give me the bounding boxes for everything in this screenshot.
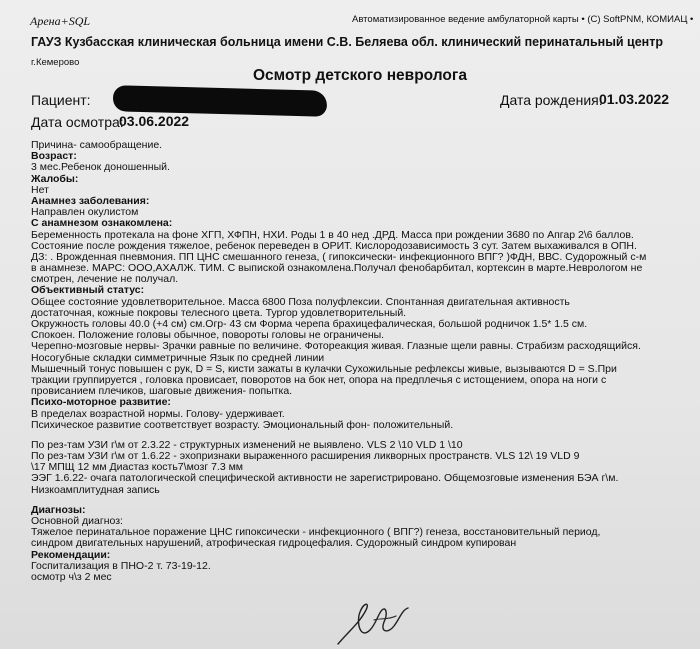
text-line: Мышечный тонус повышен с рук, D = S, кисти зажаты в кулачки Сухожильные рефлексы живые, вызываются D = S.При bbox=[31, 362, 617, 375]
page-title: Осмотр детского невролога bbox=[253, 67, 467, 84]
text-line: Носогубные складки симметричные Язык по средней линии bbox=[31, 351, 325, 364]
section-heading: Анамнез заболевания: bbox=[31, 194, 150, 207]
text-line: Госпитализация в ПНО-2 т. 73-19-12. bbox=[31, 559, 211, 572]
section-heading: С анамнезом ознакомлена: bbox=[31, 217, 173, 230]
text-line: Тяжелое перинатальное поражение ЦНС гипоксически - инфекционного ( ВПГ?) генеза, восстановительный период, bbox=[31, 526, 601, 539]
text-line: Нет bbox=[31, 183, 49, 196]
text-line: По рез-там УЗИ г\м от 2.3.22 - структурных изменений не выявлено. VLS 2 \10 VLD 1 \10 bbox=[31, 438, 463, 451]
text-line: Низкоамплитудная запись bbox=[31, 483, 160, 496]
section-heading: Жалобы: bbox=[31, 172, 79, 185]
text-line: ДЗ: . Врожденная пневмония. ПП ЦНС смешанного генеза, ( гипоксически- инфекционного ВПГ? )ФДН, ВВС. Судорожный с-м bbox=[31, 250, 647, 263]
text-line: смотрен, лечение не получал. bbox=[31, 273, 179, 286]
text-line: Общее состояние удовлетворительное. Масса 6800 Поза полуфлексии. Спонтанная двигательная активность bbox=[31, 295, 570, 308]
text-line: Психическое развитие соответствует возрасту. Эмоциональный фон- положительный. bbox=[31, 418, 454, 431]
spacer bbox=[31, 496, 691, 505]
text-line: Причина- самообращение. bbox=[31, 139, 163, 151]
text-line: тракции группируется , головка провисает, поворотов на бок нет, опора на предплечья с истощением, опора на ноги с bbox=[31, 373, 607, 386]
section-heading: Возраст: bbox=[31, 150, 77, 163]
text-line: В пределах возрастной нормы. Голову- удерживает. bbox=[31, 407, 285, 420]
section-heading: Психо-моторное развитие: bbox=[31, 396, 171, 409]
exam-date-label: Дата осмотра: bbox=[31, 114, 124, 130]
text-line: в анамнезе. МАРС: ООО,АХАЛЖ. ТИМ. С выпиской ознакомлена.Получал фенобарбитал, кортексин в марте.Неврологом не bbox=[31, 262, 643, 275]
text-line: осмотр ч\з 2 мес bbox=[31, 570, 112, 583]
text-line: 3 мес.Ребенок доношенный. bbox=[31, 161, 170, 174]
text-line: достаточная, кожные покровы телесного цвета. Тургор удовлетворительный. bbox=[31, 306, 407, 319]
city: г.Кемерово bbox=[31, 57, 80, 68]
text-line: Основной диагноз: bbox=[31, 515, 123, 527]
text-line: По рез-там УЗИ г\м от 1.6.22 - эхопризнаки выраженного расширения ликворных пространств. VLS 12\ 19 VLD 9 bbox=[31, 450, 580, 463]
text-line: \17 МПЩ 12 мм Диастаз кость7\мозг 7.3 мм bbox=[31, 461, 244, 474]
section-heading: Диагнозы: bbox=[31, 503, 86, 516]
section-heading: Объективный статус: bbox=[31, 284, 145, 297]
text-line: Окружность головы 40.0 (+4 см) см.Огр- 43 см Форма черепа брахицефалическая, большой родничок 1.5* 1.5 см. bbox=[31, 318, 588, 330]
system-note: Автоматизированное ведение амбулаторной карты • (С) SoftPNM, КОМИАЦ • bbox=[352, 14, 694, 25]
text-line: ЭЭГ 1.6.22- очага патологической специфической активности не зарегистрировано. Общемозговые изменения БЭА г\м. bbox=[31, 472, 619, 485]
text-line: Беременность протекала на фоне ХГП, ХФПН, НХИ. Роды 1 в 40 нед .ДРД. Масса при рождении 3680 по Апгар 2\6 баллов. bbox=[31, 228, 634, 241]
patient-label: Пациент: bbox=[31, 92, 91, 108]
text-line: Состояние после рождения тяжелое, ребенок переведен в ОРИТ. Кислородозависимость 3 сут. Затем выхаживался в ОПН. bbox=[31, 239, 637, 252]
text-line: Направлен окулистом bbox=[31, 206, 139, 219]
text-line: синдром двигательных нарушений, атрофическая гидроцефалия. Судорожный синдром купирован bbox=[31, 537, 517, 550]
brand-logo: Арена+SQL bbox=[30, 14, 91, 28]
text-line: провисанием плечиков, шаговые движения- попытка. bbox=[31, 385, 293, 398]
hospital-name: ГАУЗ Кузбасская клиническая больница имени С.В. Беляева обл. клинический перинатальный центр bbox=[31, 35, 663, 49]
text-line: Спокоен. Положение головы обычное, повороты головы не ограничены. bbox=[31, 329, 385, 342]
exam-body bbox=[31, 140, 691, 583]
birth-date-value: 01.03.2022 bbox=[599, 91, 670, 107]
text-line: Черепно-мозговые нервы- Зрачки равные по величине. Фотореакция живая. Глазные щели равны. Страбизм расходящийся. bbox=[31, 340, 641, 353]
signature-image bbox=[330, 600, 420, 649]
birth-date-label: Дата рождения: bbox=[500, 92, 603, 108]
section-heading: Рекомендации: bbox=[31, 548, 111, 561]
exam-date-value: 03.06.2022 bbox=[119, 113, 190, 129]
